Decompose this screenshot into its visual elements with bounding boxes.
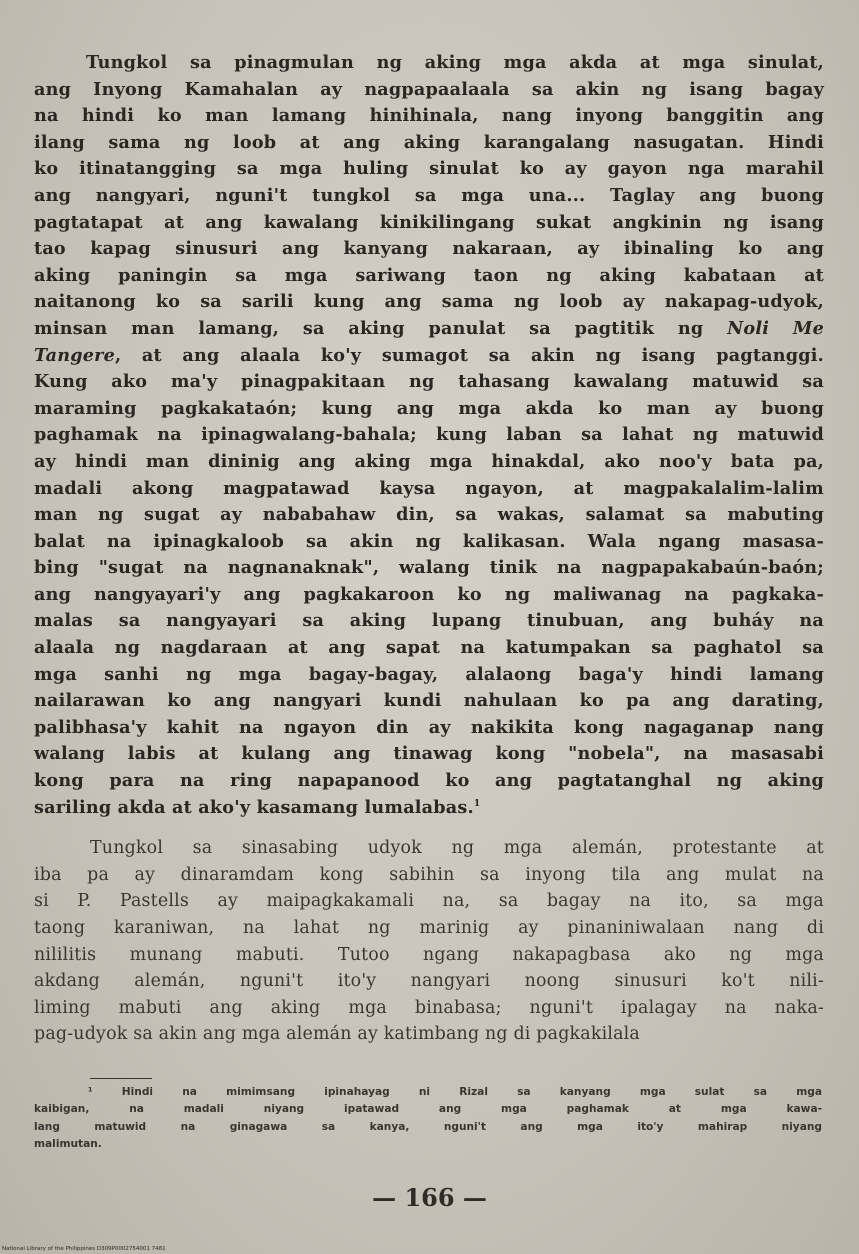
text-line: alaala ng nagdaraan at ang sapat na katumpakan sa paghatol sa bbox=[34, 637, 824, 659]
text-line: Tungkol sa sinasabing udyok ng mga alemán, protestante at bbox=[90, 838, 824, 859]
text-line: palibhasa'y kahit na ngayon din ay nakikita kong nagaganap nang bbox=[34, 716, 824, 738]
footnote bbox=[34, 1084, 822, 1154]
text-line: na hindi ko man lamang hinihinala, nang inyong banggitin ang bbox=[34, 105, 824, 127]
text-line: Tangere, at ang alaala ko'y sumagot sa akin ng isang pagtanggi. bbox=[34, 344, 824, 366]
text-line: minsan man lamang, sa aking panulat sa pagtitik ng Noli Me bbox=[34, 317, 824, 339]
text-line: nailarawan ko ang nangyari kundi nahulaan ko pa ang darating, bbox=[34, 690, 824, 712]
page-number: — 166 — bbox=[372, 1183, 487, 1212]
text-line: man ng sugat ay nababahaw din, sa wakas, salamat sa mabuting bbox=[34, 504, 824, 526]
text-line: kong para na ring napapanood ko ang pagtatanghal ng aking bbox=[34, 770, 824, 792]
text-line: ang nangyayari'y ang pagkakaroon ko ng maliwanag na pagkaka- bbox=[34, 583, 824, 605]
text-line: ay hindi man dininig ang aking mga hinakdal, ako noo'y bata pa, bbox=[34, 450, 824, 472]
text-line: liming mabuti ang aking mga binabasa; nguni't ipalagay na naka- bbox=[34, 997, 824, 1018]
footnote-marker: 1 bbox=[473, 798, 481, 809]
text-line: ang Inyong Kamahalan ay nagpapaalaala sa akin ng isang bagay bbox=[34, 78, 824, 100]
text-line: tao kapag sinusuri ang kanyang nakaraan, ay ibinaling ko ang bbox=[34, 238, 824, 260]
text-line: bing "sugat na nagnanaknak", walang tinik na nagpapakabaún-baón; bbox=[34, 557, 824, 579]
text-line: maraming pagkakataón; kung ang mga akda ko man ay buong bbox=[34, 397, 824, 419]
text-line: mga sanhi ng mga bagay-bagay, alalaong baga'y hindi lamang bbox=[34, 663, 824, 685]
text-line: pagtatapat at ang kawalang kinikilingang sukat angkinin ng isang bbox=[34, 211, 824, 233]
text-line: ko itinatangging sa mga huling sinulat ko ay gayon nga marahil bbox=[34, 158, 824, 180]
text-line: aking paningin sa mga sariwang taon ng aking kabataan at bbox=[34, 264, 824, 286]
paragraph-1 bbox=[34, 50, 824, 821]
text-line: akdang alemán, nguni't ito'y nangyari noong sinusuri ko't nili- bbox=[34, 971, 824, 992]
text-line: malas sa nangyayari sa aking lupang tinubuan, ang buháy na bbox=[34, 610, 824, 632]
text-line: si P. Pastells ay maipagkakamali na, sa bagay na ito, sa mga bbox=[34, 891, 824, 912]
text-line: Kung ako ma'y pinagpakitaan ng tahasang kawalang matuwid sa bbox=[34, 371, 824, 393]
footnote-line: ¹ Hindi na mimimsang ipinahayag ni Rizal sa kanyang mga sulat sa mga bbox=[88, 1086, 822, 1098]
text-line: naitanong ko sa sarili kung ang sama ng loob ay nakapag-udyok, bbox=[34, 291, 824, 313]
text-line: nililitis munang mabuti. Tutoo ngang nakapagbasa ako ng mga bbox=[34, 944, 824, 965]
library-watermark: National Library of the Philippines D309P0002754001 7481 bbox=[2, 1246, 166, 1252]
text-line: walang labis at kulang ang tinawag kong "nobela", na masasabi bbox=[34, 743, 824, 765]
paragraph-2 bbox=[34, 835, 824, 1048]
text-line: pag-udyok sa akin ang mga alemán ay katimbang ng di pagkakilala bbox=[34, 1024, 640, 1045]
footnote-line: lang matuwid na ginagawa sa kanya, nguni't ang mga ito'y mahirap niyang bbox=[34, 1120, 822, 1133]
text-line: madali akong magpatawad kaysa ngayon, at magpakalalim-lalim bbox=[34, 477, 824, 499]
text-line: ilang sama ng loob at ang aking karangalang nasugatan. Hindi bbox=[34, 131, 824, 153]
footnote-line: malimutan. bbox=[34, 1138, 102, 1151]
footnote-line: kaibigan, na madali niyang ipatawad ang mga paghamak at mga kawa- bbox=[34, 1103, 822, 1116]
text-line: Tungkol sa pinagmulan ng aking mga akda at mga sinulat, bbox=[86, 52, 824, 73]
body-text bbox=[34, 50, 824, 1048]
text-line: ang nangyari, nguni't tungkol sa mga una... Taglay ang buong bbox=[34, 184, 824, 206]
text-line: sariling akda at ako'y kasamang lumalabas.$^1$ bbox=[34, 796, 481, 818]
text-line: balat na ipinagkaloob sa akin ng kalikasan. Wala ngang masasa- bbox=[34, 530, 824, 552]
footnote-divider bbox=[90, 1078, 152, 1079]
text-line: paghamak na ipinagwalang-bahala; kung laban sa lahat ng matuwid bbox=[34, 424, 824, 446]
text-line: iba pa ay dinaramdam kong sabihin sa inyong tila ang mulat na bbox=[34, 864, 824, 885]
text-line: taong karaniwan, na lahat ng marinig ay pinaniniwalaan nang di bbox=[34, 918, 824, 938]
